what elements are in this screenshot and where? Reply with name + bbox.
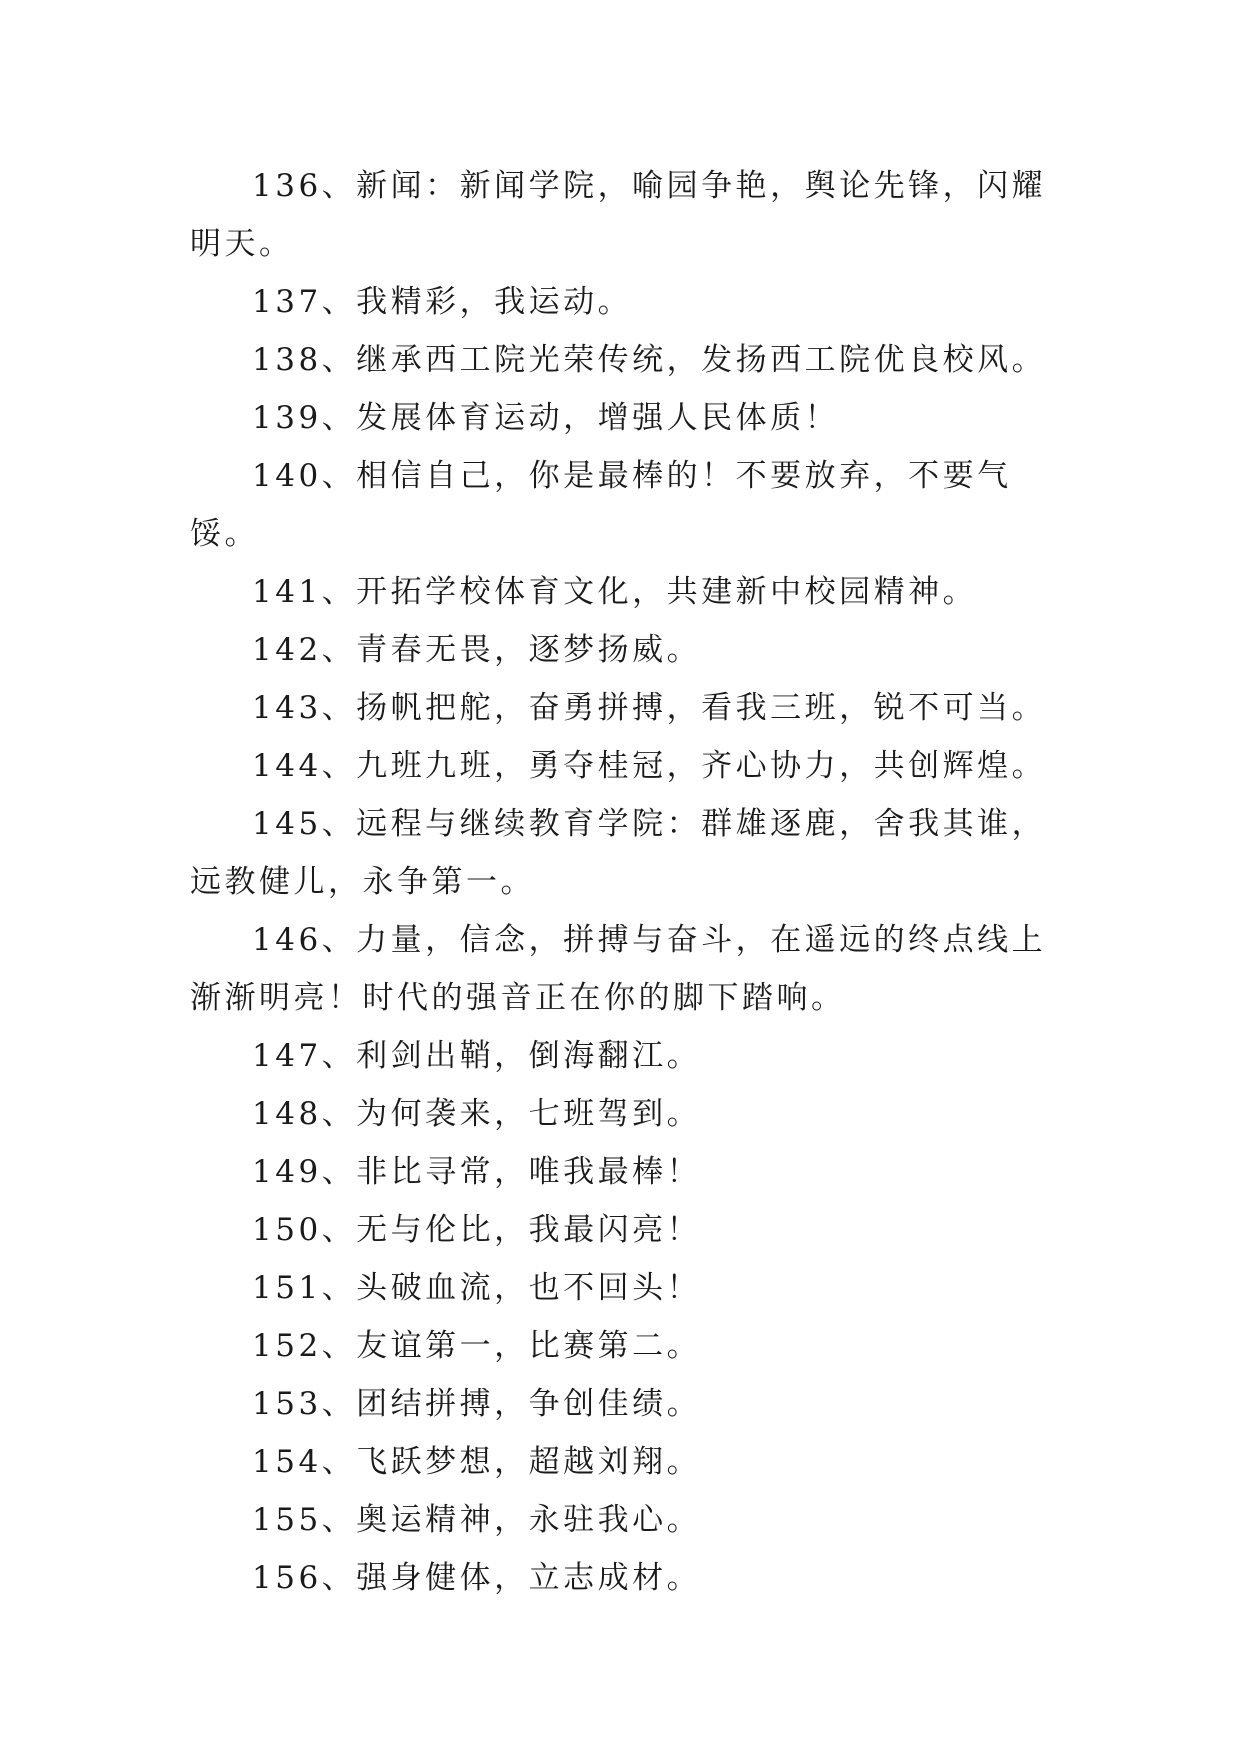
slogan-paragraph: 144、九班九班，勇夺桂冠，齐心协力，共创辉煌。 [252,748,1047,784]
slogan-paragraph: 142、青春无畏，逐梦扬威。 [252,632,702,668]
slogan-paragraph: 141、开拓学校体育文化，共建新中校园精神。 [252,574,978,610]
slogan-paragraph: 156、强身健体，立志成材。 [252,1560,702,1596]
document-body [190,157,1052,1607]
slogan-paragraph: 148、为何袭来，七班驾到。 [252,1096,702,1132]
slogan-paragraph: 152、友谊第一，比赛第二。 [252,1328,702,1364]
slogan-paragraph: 139、发展体育运动，增强人民体质！ [252,400,840,436]
slogan-paragraph: 138、继承西工院光荣传统，发扬西工院优良校风。 [252,342,1047,378]
slogan-paragraph: 137、我精彩，我运动。 [252,284,633,320]
slogan-paragraph: 154、飞跃梦想，超越刘翔。 [252,1444,702,1480]
slogan-paragraph: 145、远程与继续教育学院：群雄逐鹿，舍我其谁，远教健儿，永争第一。 [190,806,1047,900]
slogan-paragraph: 140、相信自己，你是最棒的！不要放弃，不要气馁。 [190,458,1012,552]
slogan-paragraph: 143、扬帆把舵，奋勇拼搏，看我三班，锐不可当。 [252,690,1047,726]
slogan-paragraph: 149、非比寻常，唯我最棒！ [252,1154,702,1190]
slogan-paragraph: 153、团结拼搏，争创佳绩。 [252,1386,702,1422]
slogan-paragraph: 151、头破血流，也不回头！ [252,1270,702,1306]
slogan-paragraph: 146、力量，信念，拼搏与奋斗，在遥远的终点线上渐渐明亮！时代的强音正在你的脚下踏响。 [190,922,1047,1016]
slogan-paragraph: 150、无与伦比，我最闪亮！ [252,1212,702,1248]
slogan-paragraph: 136、新闻：新闻学院，喻园争艳，舆论先锋，闪耀明天。 [190,168,1047,262]
slogan-paragraph: 155、奥运精神，永驻我心。 [252,1502,702,1538]
slogan-paragraph: 147、利剑出鞘，倒海翻江。 [252,1038,702,1074]
